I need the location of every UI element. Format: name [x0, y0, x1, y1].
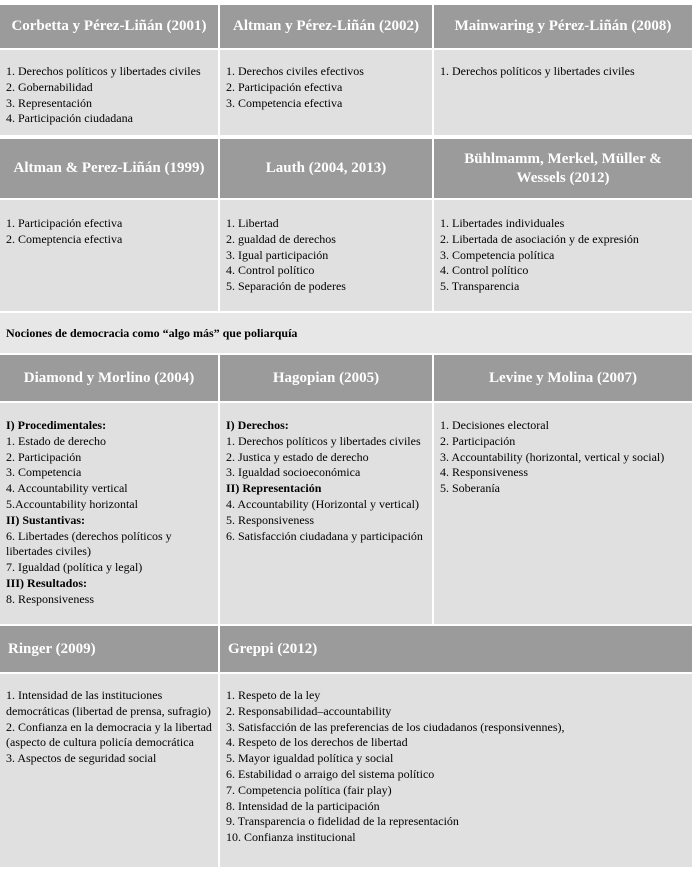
list-item: 1. Intensidad de las instituciones democráticas (libertad de prensa, sufragio)	[6, 688, 211, 718]
section-heading: III) Resultados:	[6, 575, 88, 590]
list-item: 3. Satisfacción de las preferencias de los ciudadanos (responsivennes),	[226, 719, 565, 734]
list-item: 4. Accountability (Horizontal y vertical)	[226, 496, 419, 511]
header-levine: Levine y Molina (2007)	[434, 355, 692, 401]
list-item: 5. Mayor igualdad política y social	[226, 751, 394, 766]
list-item: 2. gualdad de derechos	[226, 231, 336, 246]
section-heading: I) Procedimentales:	[6, 418, 107, 432]
list-item: 3. Igualdad socioeconómica	[226, 465, 361, 480]
list-item: 4. Respeto de los derechos de libertad	[226, 735, 408, 750]
list-item: 1. Libertad	[226, 216, 279, 230]
body-diamond	[0, 403, 218, 624]
header-altman-1999: Altman & Perez-Liñán (1999)	[0, 139, 218, 198]
list-item: 2. Confianza en la democracia y la libertad (aspecto de cultura policía democrática	[6, 719, 212, 750]
header-mainwaring: Mainwaring y Pérez-Liñán (2008)	[434, 5, 692, 48]
list-item: 3. Aspectos de seguridad social	[6, 751, 157, 766]
list-item: 6. Libertades (derechos políticos y libertades civiles)	[6, 528, 172, 559]
list-item: 1. Decisiones electoral	[440, 418, 549, 432]
list-item: 6. Satisfacción ciudadana y participación	[226, 528, 423, 543]
list-item: 2. Justica y estado de derecho	[226, 449, 369, 464]
list-item: 3. Igual participación	[226, 247, 329, 262]
list-item: 3. Accountability (horizontal, vertical y social)	[440, 449, 665, 464]
header-corbetta: Corbetta y Pérez-Liñán (2001)	[0, 5, 218, 48]
list-item: 8. Intensidad de la participación	[226, 798, 380, 813]
section-note: Nociones de democracia como “algo más” que poliarquía	[0, 313, 692, 353]
section-heading: II) Representación	[226, 481, 322, 496]
header-diamond: Diamond y Morlino (2004)	[0, 355, 218, 401]
list-item: 10. Confianza institucional	[226, 830, 356, 845]
list-item: 2. Gobernabilidad	[6, 79, 93, 94]
body-levine	[434, 403, 692, 624]
list-item: 3. Competencia política	[440, 247, 555, 262]
list-item: 2. Participación	[6, 449, 82, 464]
list-item: 5. Transparencia	[440, 279, 520, 294]
list-item: 8. Responsiveness	[6, 591, 94, 606]
list-item: 1. Estado de derecho	[6, 433, 106, 448]
list-item: 7. Igualdad (política y legal)	[6, 560, 143, 575]
header-greppi: Greppi (2012)	[220, 626, 692, 672]
list-item: 1. Derechos políticos y libertades civiles	[440, 64, 635, 78]
list-item: 5. Responsiveness	[226, 512, 314, 527]
list-item: 1. Libertades individuales	[440, 216, 565, 230]
list-item: 4. Participación ciudadana	[6, 111, 133, 126]
body-mainwaring	[434, 50, 692, 135]
header-lauth: Lauth (2004, 2013)	[220, 139, 432, 198]
list-item: 1. Derechos políticos y libertades civiles	[6, 64, 201, 78]
header-altman-2002: Altman y Pérez-Liñán (2002)	[220, 5, 432, 48]
body-altman-2002	[220, 50, 432, 135]
list-item: 4. Control político	[440, 263, 529, 278]
list-item: 1. Derechos civiles efectivos	[226, 64, 364, 78]
header-hagopian: Hagopian (2005)	[220, 355, 432, 401]
header-ringer: Ringer (2009)	[0, 626, 218, 672]
body-altman-1999	[0, 200, 218, 311]
list-item: 5. Separación de poderes	[226, 279, 346, 294]
list-item: 7. Competencia política (fair play)	[226, 782, 392, 797]
section-heading: I) Derechos:	[226, 418, 289, 432]
list-item: 1. Derechos políticos y libertades civiles	[226, 433, 421, 448]
list-item: 2. Participación	[440, 433, 516, 448]
list-item: 2. Participación efectiva	[226, 79, 343, 94]
list-item: 3. Competencia efectiva	[226, 95, 343, 110]
body-greppi	[220, 674, 692, 867]
list-item: 4. Accountability vertical	[6, 481, 128, 496]
body-lauth	[220, 200, 432, 311]
body-hagopian	[220, 403, 432, 624]
list-item: 2. Responsabilidad–accountability	[226, 703, 392, 718]
list-item: 9. Transparencia o fidelidad de la representación	[226, 814, 459, 829]
list-item: 3. Representación	[6, 95, 92, 110]
list-item: 3. Competencia	[6, 465, 82, 480]
body-buhlmamm	[434, 200, 692, 311]
section-heading: II) Sustantivas:	[6, 512, 86, 527]
header-buhlmamm: Bühlmamm, Merkel, Müller & Wessels (2012)	[434, 139, 692, 198]
list-item: 4. Control político	[226, 263, 315, 278]
list-item: 2. Comeptencia efectiva	[6, 231, 123, 246]
body-ringer	[0, 674, 218, 867]
body-corbetta	[0, 50, 218, 135]
list-item: 1. Respeto de la ley	[226, 688, 321, 702]
list-item: 2. Libertada de asociación y de expresión	[440, 231, 639, 246]
list-item: 5. Soberanía	[440, 481, 500, 496]
list-item: 1. Participación efectiva	[6, 216, 123, 230]
list-item: 4. Responsiveness	[440, 465, 528, 480]
list-item: 5.Accountability horizontal	[6, 496, 138, 511]
list-item: 6. Estabilidad o arraigo del sistema político	[226, 766, 435, 781]
